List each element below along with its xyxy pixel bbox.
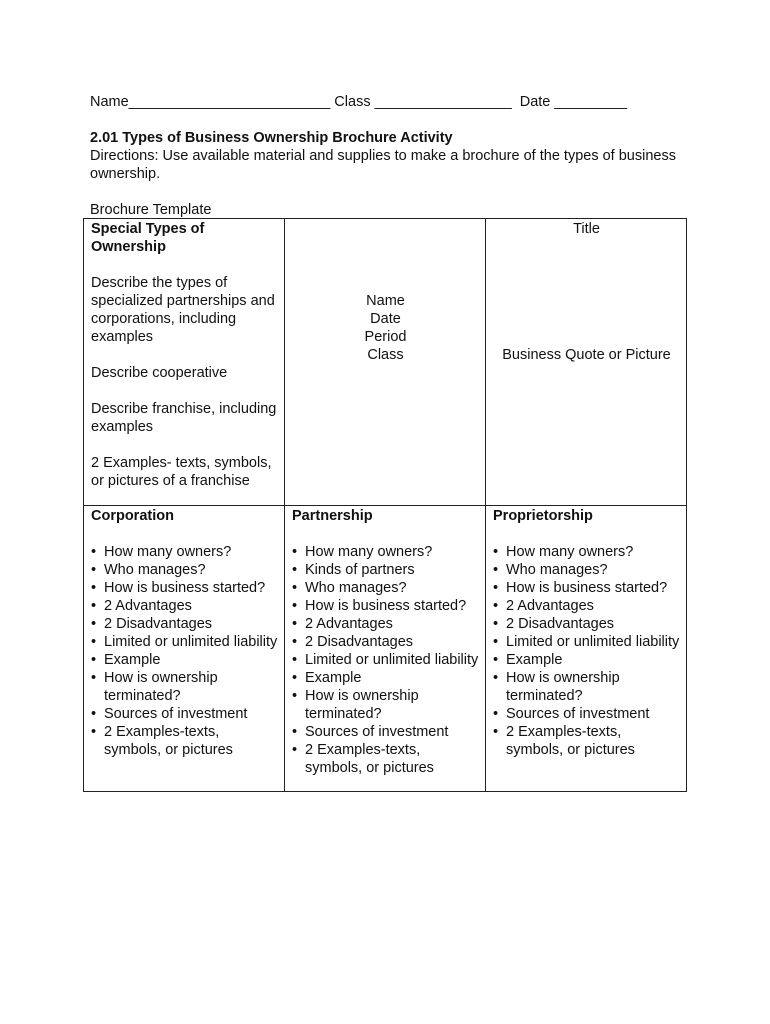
header-fields-line: Name_________________________ Class _________________ Date _________ bbox=[90, 94, 627, 110]
list-item: • Who manages? bbox=[292, 579, 479, 597]
corporation-panel bbox=[84, 506, 285, 792]
panel-heading: Special Types of Ownership bbox=[91, 221, 205, 255]
list-item: • Who manages? bbox=[493, 561, 680, 579]
panel-heading: Proprietorship bbox=[493, 508, 593, 524]
list-item: • Sources of investment bbox=[91, 705, 278, 723]
list-item: • Limited or unlimited liability bbox=[91, 633, 278, 651]
cover-line: Name bbox=[366, 293, 405, 309]
special-types-panel bbox=[84, 219, 285, 506]
table-row bbox=[84, 506, 687, 792]
quote-placeholder: Business Quote or Picture bbox=[502, 347, 671, 363]
list-item: • 2 Examples-texts, symbols, or pictures bbox=[493, 723, 680, 759]
brochure-template-table bbox=[83, 218, 687, 792]
template-label: Brochure Template bbox=[90, 202, 212, 218]
list-item: • 2 Advantages bbox=[91, 597, 278, 615]
list-item: • Limited or unlimited liability bbox=[292, 651, 479, 669]
proprietorship-panel bbox=[486, 506, 687, 792]
list-item: • 2 Examples-texts, symbols, or pictures bbox=[91, 723, 278, 759]
list-item: • 2 Advantages bbox=[493, 597, 680, 615]
list-item: • How is ownership terminated? bbox=[493, 669, 680, 705]
list-item: • How many owners? bbox=[493, 543, 680, 561]
activity-title: 2.01 Types of Business Ownership Brochure Activity bbox=[90, 130, 453, 146]
bullet-list bbox=[91, 543, 278, 759]
directions-text: Directions: Use available material and supplies to make a brochure of the types of business ownership. bbox=[90, 148, 676, 182]
list-item: • How is ownership terminated? bbox=[292, 687, 479, 723]
bullet-list bbox=[493, 543, 680, 759]
list-item: • 2 Disadvantages bbox=[292, 633, 479, 651]
list-item: • Example bbox=[493, 651, 680, 669]
list-item: • How is ownership terminated? bbox=[91, 669, 278, 705]
list-item: • How many owners? bbox=[91, 543, 278, 561]
list-item: • Example bbox=[91, 651, 278, 669]
panel-heading: Partnership bbox=[292, 508, 373, 524]
cover-line: Class bbox=[367, 347, 404, 363]
table-row bbox=[84, 219, 687, 506]
panel-item: Describe the types of specialized partnerships and corporations, including examples bbox=[91, 275, 275, 345]
list-item: • Sources of investment bbox=[292, 723, 479, 741]
list-item: • Kinds of partners bbox=[292, 561, 479, 579]
panel-item: 2 Examples- texts, symbols, or pictures of a franchise bbox=[91, 455, 272, 489]
list-item: • 2 Disadvantages bbox=[493, 615, 680, 633]
list-item: • 2 Disadvantages bbox=[91, 615, 278, 633]
cover-info-panel bbox=[285, 219, 486, 506]
bullet-list bbox=[292, 543, 479, 777]
partnership-panel bbox=[285, 506, 486, 792]
panel-item: Describe cooperative bbox=[91, 365, 228, 381]
list-item: • Example bbox=[292, 669, 479, 687]
list-item: • Sources of investment bbox=[493, 705, 680, 723]
panel-heading: Corporation bbox=[91, 508, 174, 524]
list-item: • How is business started? bbox=[292, 597, 479, 615]
panel-title: Title bbox=[573, 221, 600, 237]
cover-title-panel bbox=[486, 219, 687, 506]
list-item: • Limited or unlimited liability bbox=[493, 633, 680, 651]
list-item: • How many owners? bbox=[292, 543, 479, 561]
cover-line: Period bbox=[364, 329, 407, 345]
list-item: • How is business started? bbox=[493, 579, 680, 597]
list-item: • 2 Advantages bbox=[292, 615, 479, 633]
list-item: • Who manages? bbox=[91, 561, 278, 579]
list-item: • 2 Examples-texts, symbols, or pictures bbox=[292, 741, 479, 777]
cover-line: Date bbox=[370, 311, 401, 327]
panel-item: Describe franchise, including examples bbox=[91, 401, 277, 435]
list-item: • How is business started? bbox=[91, 579, 278, 597]
